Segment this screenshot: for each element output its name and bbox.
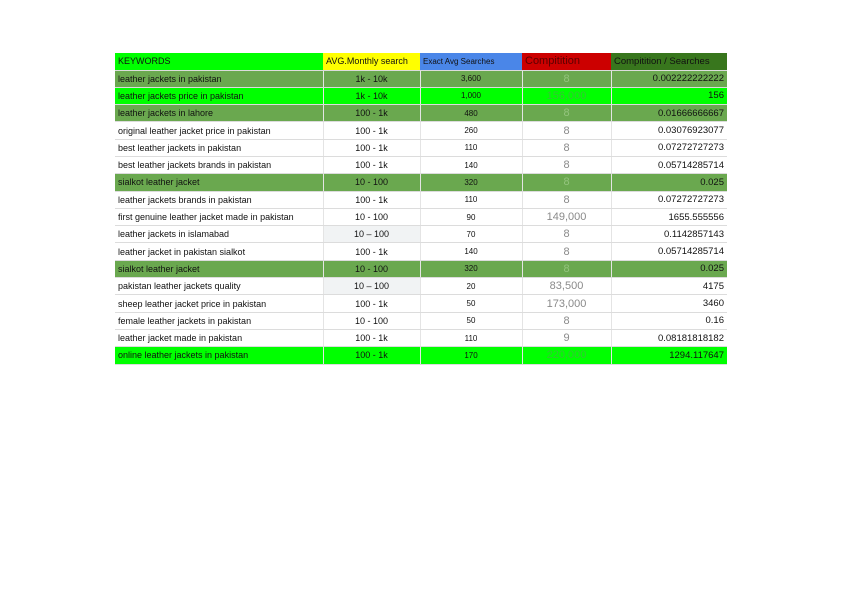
keyword-cell[interactable]: leather jackets price in pakistan — [115, 87, 323, 104]
exact-avg-searches-cell[interactable]: 1,000 — [420, 87, 522, 104]
competition-ratio-cell[interactable]: 0.025 — [611, 260, 727, 277]
header-row — [115, 53, 727, 70]
competition-ratio-cell[interactable]: 0.07272727273 — [611, 191, 727, 208]
keyword-cell[interactable]: original leather jacket price in pakistan — [115, 122, 323, 139]
exact-avg-searches-cell[interactable]: 260 — [420, 122, 522, 139]
competition-cell[interactable]: 8 — [522, 70, 611, 87]
table-row — [115, 174, 727, 191]
keyword-cell[interactable]: online leather jackets in pakistan — [115, 347, 323, 364]
competition-cell[interactable]: 8 — [522, 191, 611, 208]
table-row — [115, 226, 727, 243]
competition-cell[interactable]: 149,000 — [522, 208, 611, 225]
table-row — [115, 208, 727, 225]
exact-avg-searches-cell[interactable]: 320 — [420, 174, 522, 191]
table-row — [115, 260, 727, 277]
keyword-cell[interactable]: leather jackets in pakistan — [115, 70, 323, 87]
competition-cell[interactable]: 8 — [522, 156, 611, 173]
competition-ratio-cell[interactable]: 0.03076923077 — [611, 122, 727, 139]
competition-ratio-cell[interactable]: 156 — [611, 87, 727, 104]
competition-cell[interactable]: 8 — [522, 260, 611, 277]
table-row — [115, 191, 727, 208]
exact-avg-searches-cell[interactable]: 70 — [420, 226, 522, 243]
competition-ratio-cell[interactable]: 0.01666666667 — [611, 105, 727, 122]
avg-monthly-search-cell[interactable]: 100 - 1k — [323, 105, 420, 122]
exact-avg-searches-cell[interactable]: 110 — [420, 139, 522, 156]
header-exact-avg-searches[interactable]: Exact Avg Searches — [420, 53, 522, 70]
competition-cell[interactable]: 8 — [522, 105, 611, 122]
avg-monthly-search-cell[interactable]: 1k - 10k — [323, 87, 420, 104]
exact-avg-searches-cell[interactable]: 20 — [420, 278, 522, 295]
competition-cell[interactable]: 8 — [522, 226, 611, 243]
table-row — [115, 295, 727, 312]
avg-monthly-search-cell[interactable]: 100 - 1k — [323, 295, 420, 312]
table-row — [115, 156, 727, 173]
keyword-cell[interactable]: leather jackets in lahore — [115, 105, 323, 122]
competition-cell[interactable]: 220,000 — [522, 347, 611, 364]
table-row — [115, 312, 727, 329]
exact-avg-searches-cell[interactable]: 480 — [420, 105, 522, 122]
exact-avg-searches-cell[interactable]: 140 — [420, 243, 522, 260]
avg-monthly-search-cell[interactable]: 10 - 100 — [323, 260, 420, 277]
avg-monthly-search-cell[interactable]: 100 - 1k — [323, 329, 420, 346]
keyword-cell[interactable]: sialkot leather jacket — [115, 260, 323, 277]
exact-avg-searches-cell[interactable]: 320 — [420, 260, 522, 277]
keyword-cell[interactable]: first genuine leather jacket made in pakistan — [115, 208, 323, 225]
competition-ratio-cell[interactable]: 0.05714285714 — [611, 156, 727, 173]
table-row — [115, 139, 727, 156]
keyword-cell[interactable]: leather jackets brands in pakistan — [115, 191, 323, 208]
competition-cell[interactable]: 8 — [522, 243, 611, 260]
table-row — [115, 278, 727, 295]
table-row — [115, 105, 727, 122]
table-row — [115, 87, 727, 104]
avg-monthly-search-cell[interactable]: 100 - 1k — [323, 347, 420, 364]
exact-avg-searches-cell[interactable]: 3,600 — [420, 70, 522, 87]
exact-avg-searches-cell[interactable]: 140 — [420, 156, 522, 173]
table-row — [115, 70, 727, 87]
competition-cell[interactable]: 8 — [522, 312, 611, 329]
avg-monthly-search-cell[interactable]: 100 - 1k — [323, 156, 420, 173]
table-row — [115, 243, 727, 260]
exact-avg-searches-cell[interactable]: 170 — [420, 347, 522, 364]
header-keywords[interactable]: KEYWORDS — [115, 53, 323, 70]
avg-monthly-search-cell[interactable]: 10 - 100 — [323, 174, 420, 191]
competition-ratio-cell[interactable]: 0.08181818182 — [611, 329, 727, 346]
avg-monthly-search-cell[interactable]: 100 - 1k — [323, 191, 420, 208]
competition-ratio-cell[interactable]: 0.16 — [611, 312, 727, 329]
competition-ratio-cell[interactable]: 0.07272727273 — [611, 139, 727, 156]
competition-ratio-cell[interactable]: 0.002222222222 — [611, 70, 727, 87]
keyword-cell[interactable]: pakistan leather jackets quality — [115, 278, 323, 295]
keyword-cell[interactable]: female leather jackets in pakistan — [115, 312, 323, 329]
avg-monthly-search-cell[interactable]: 10 - 100 — [323, 208, 420, 225]
competition-cell[interactable]: 83,500 — [522, 278, 611, 295]
competition-ratio-cell[interactable]: 0.05714285714 — [611, 243, 727, 260]
competition-cell[interactable]: 8 — [522, 174, 611, 191]
competition-cell[interactable]: 173,000 — [522, 295, 611, 312]
competition-ratio-cell[interactable]: 0.1142857143 — [611, 226, 727, 243]
avg-monthly-search-cell[interactable]: 100 - 1k — [323, 122, 420, 139]
header-avg-monthly-search[interactable]: AVG.Monthly search — [323, 53, 420, 70]
table-row — [115, 347, 727, 364]
keyword-cell[interactable]: leather jacket in pakistan sialkot — [115, 243, 323, 260]
exact-avg-searches-cell[interactable]: 90 — [420, 208, 522, 225]
exact-avg-searches-cell[interactable]: 50 — [420, 312, 522, 329]
header-competition[interactable]: Compitition — [522, 53, 611, 70]
avg-monthly-search-cell[interactable]: 100 - 1k — [323, 243, 420, 260]
keyword-cell[interactable]: best leather jackets in pakistan — [115, 139, 323, 156]
table-row — [115, 122, 727, 139]
keyword-cell[interactable]: leather jackets in islamabad — [115, 226, 323, 243]
competition-ratio-cell[interactable]: 4175 — [611, 278, 727, 295]
competition-ratio-cell[interactable]: 3460 — [611, 295, 727, 312]
competition-ratio-cell[interactable]: 0.025 — [611, 174, 727, 191]
avg-monthly-search-cell[interactable]: 100 - 1k — [323, 139, 420, 156]
table-row — [115, 329, 727, 346]
keyword-cell[interactable]: best leather jackets brands in pakistan — [115, 156, 323, 173]
exact-avg-searches-cell[interactable]: 110 — [420, 329, 522, 346]
competition-cell[interactable]: 8 — [522, 139, 611, 156]
avg-monthly-search-cell[interactable]: 1k - 10k — [323, 70, 420, 87]
header-competition-per-searches[interactable]: Compitition / Searches — [611, 53, 727, 70]
keyword-table — [115, 53, 727, 365]
avg-monthly-search-cell[interactable]: 10 – 100 — [323, 226, 420, 243]
keyword-cell[interactable]: sheep leather jacket price in pakistan — [115, 295, 323, 312]
competition-cell[interactable]: 9 — [522, 329, 611, 346]
avg-monthly-search-cell[interactable]: 10 - 100 — [323, 312, 420, 329]
avg-monthly-search-cell[interactable]: 10 – 100 — [323, 278, 420, 295]
keyword-cell[interactable]: sialkot leather jacket — [115, 174, 323, 191]
competition-ratio-cell[interactable]: 1294.117647 — [611, 347, 727, 364]
keyword-cell[interactable]: leather jacket made in pakistan — [115, 329, 323, 346]
competition-cell[interactable]: 156,000 — [522, 87, 611, 104]
competition-cell[interactable]: 8 — [522, 122, 611, 139]
exact-avg-searches-cell[interactable]: 50 — [420, 295, 522, 312]
competition-ratio-cell[interactable]: 1655.555556 — [611, 208, 727, 225]
exact-avg-searches-cell[interactable]: 110 — [420, 191, 522, 208]
